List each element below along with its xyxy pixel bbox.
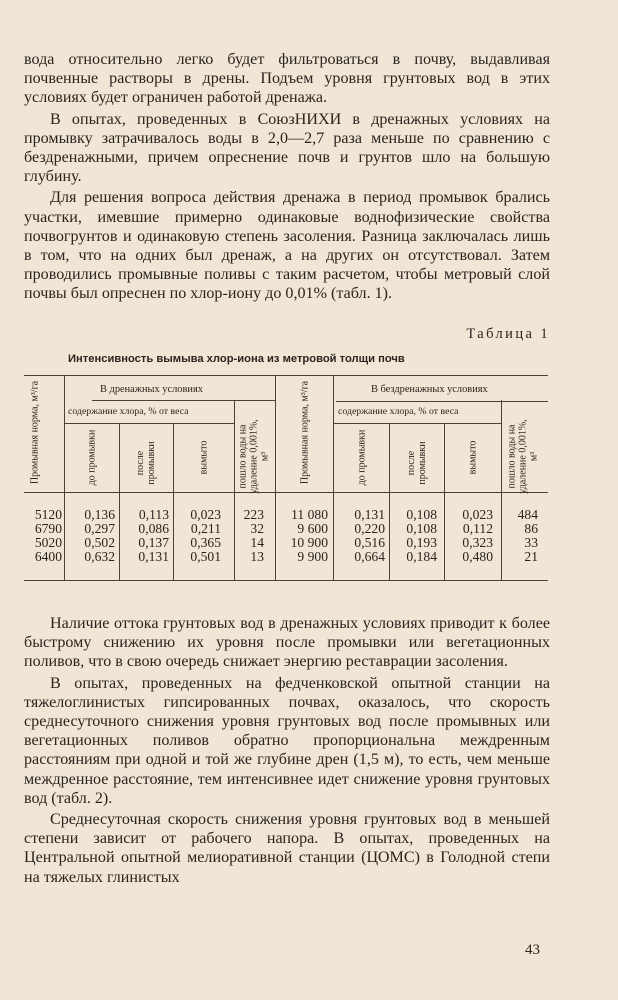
table-cell: 6400 [34, 549, 62, 564]
col-header-after-right: после промывки [406, 441, 428, 485]
table-cell: 0,211 [190, 521, 221, 536]
table-cell: 5020 [34, 535, 62, 550]
table-cell: 0,136 [84, 507, 115, 522]
paragraph: В опытах, проведенных на федченковской опытной станции на тяжелоглинистых гипсированных почвах, оказалось, что скорость среднесуточного снижения уровня грунтовых вод после промывных или вегетационных поливов обратно пропорциональна междренным расстояниям при одной и той же глубине дрен (1,5 м), то есть, чем меньше междренное расстояние, тем интенсивнее идет снижение уровня грунтовых вод (табл. 2). [24, 674, 550, 807]
undrained-header: В бездренажных условиях [371, 384, 488, 395]
col-header-washed-left: вымыто [198, 440, 210, 475]
bottom-text [24, 614, 550, 887]
table-cell: 0,131 [138, 549, 169, 564]
table-cell: 0,501 [190, 549, 221, 564]
col-header-before-left: до промывки [86, 429, 98, 486]
table-cell: 0,516 [354, 535, 385, 550]
table-cell: 0,086 [138, 521, 169, 536]
table-cell: 0,184 [406, 549, 437, 564]
table-cell: 5120 [34, 507, 62, 522]
col-header-water-right: пошло воды на удаление 0,001%, м³ [506, 419, 540, 494]
table-cell: 0,108 [406, 507, 437, 522]
table-cell: 0,137 [138, 535, 169, 550]
drained-header: В дренажных условиях [100, 384, 203, 395]
chlorine-header-right: содержание хлора, % от веса [338, 406, 459, 417]
table-cell: 484 [517, 507, 538, 522]
table-rule [333, 423, 501, 424]
col-header-before-right: до промывки [356, 429, 368, 486]
table-cell: 9 900 [297, 549, 328, 564]
table-rule [92, 400, 275, 401]
table-cell: 0,365 [190, 535, 221, 550]
col-header-norm-left: Промывная норма, м³/га [29, 380, 41, 485]
table-rule [336, 401, 548, 402]
chlorine-header-left: содержание хлора, % от веса [68, 406, 189, 417]
paragraph: В опытах, проведенных в СоюзНИХИ в дренажных условиях на промывку затрачивалось воды в 2,0—2,7 раза меньше по сравнению с бездренажными, причем опреснение почв и грунтов шло на большую глубину. [24, 110, 550, 186]
table-cell: 10 900 [290, 535, 328, 550]
table-cell: 13 [250, 549, 264, 564]
table-cell: 223 [243, 507, 264, 522]
paragraph: вода относительно легко будет фильтроваться в почву, выдавливая почвенные растворы в дрены. Подъем уровня грунтовых вод в этих условиях будет ограничен работой дренажа. [24, 51, 550, 107]
table-cell: 0,220 [354, 521, 385, 536]
table-cell: 86 [524, 521, 538, 536]
table-cell: 0,323 [462, 535, 493, 550]
paragraph: Среднесуточная скорость снижения уровня грунтовых вод в меньшей степени зависит от рабочего напора. В опытах, проведенных на Центральной опытной мелиоративной станции (ЦОМС) в Голодной степи на тяжелых глинистых [24, 811, 550, 886]
paragraph: Для решения вопроса действия дренажа в период промывок брались участки, имевшие примерно одинаковые воднофизические свойства почвогрунтов и одинаковую степень засоления. Разница заключалась лишь в том, что на одних был дренаж, а на других он отсутствовал. Затем проводились промывные поливы с таким расчетом, чтобы метровый слой почвы был опреснен по хлор-иону до 0,01% (табл. 1). [24, 189, 550, 303]
table-cell: 0,112 [462, 521, 493, 536]
table-label: Таблица 1 [466, 326, 550, 342]
table-cell: 0,193 [406, 535, 437, 550]
table-rule-header-bottom [24, 492, 548, 493]
table-rule-top [24, 375, 548, 376]
table-cell: 0,023 [462, 507, 493, 522]
col-header-water-left: пошло воды на удаление 0,001%, м³ [237, 419, 271, 494]
table-cell: 0,113 [138, 507, 169, 522]
table-cell: 0,632 [84, 549, 115, 564]
table-cell: 9 600 [297, 521, 328, 536]
table-cell: 0,502 [84, 535, 115, 550]
table-cell: 11 080 [291, 507, 328, 522]
col-header-after-left: после промывки [135, 441, 157, 485]
table-cell: 0,297 [84, 521, 115, 536]
col-header-norm-right: Промывная норма, м³/га [299, 380, 311, 485]
table-cell: 21 [524, 549, 538, 564]
table-cell: 6790 [34, 521, 62, 536]
table-cell: 0,023 [190, 507, 221, 522]
table-cell: 0,131 [354, 507, 385, 522]
table-cell: 32 [250, 521, 264, 536]
table-title: Интенсивность вымыва хлор-иона из метровой толщи почв [68, 353, 405, 365]
table-cell: 0,664 [354, 549, 385, 564]
paragraph: Наличие оттока грунтовых вод в дренажных условиях приводит к более быстрому снижению их уровня после промывки или вегетационных поливов, что в свою очередь снижает энергию реставрации засоления. [24, 615, 550, 671]
page-number: 43 [525, 942, 540, 958]
table-cell: 0,480 [462, 549, 493, 564]
table-cell: 33 [524, 535, 538, 550]
table-cell: 14 [250, 535, 264, 550]
table-rule [64, 423, 234, 424]
table-cell: 0,108 [406, 521, 437, 536]
table-rule-bottom [24, 580, 548, 581]
col-header-washed-right: вымыто [467, 440, 479, 475]
